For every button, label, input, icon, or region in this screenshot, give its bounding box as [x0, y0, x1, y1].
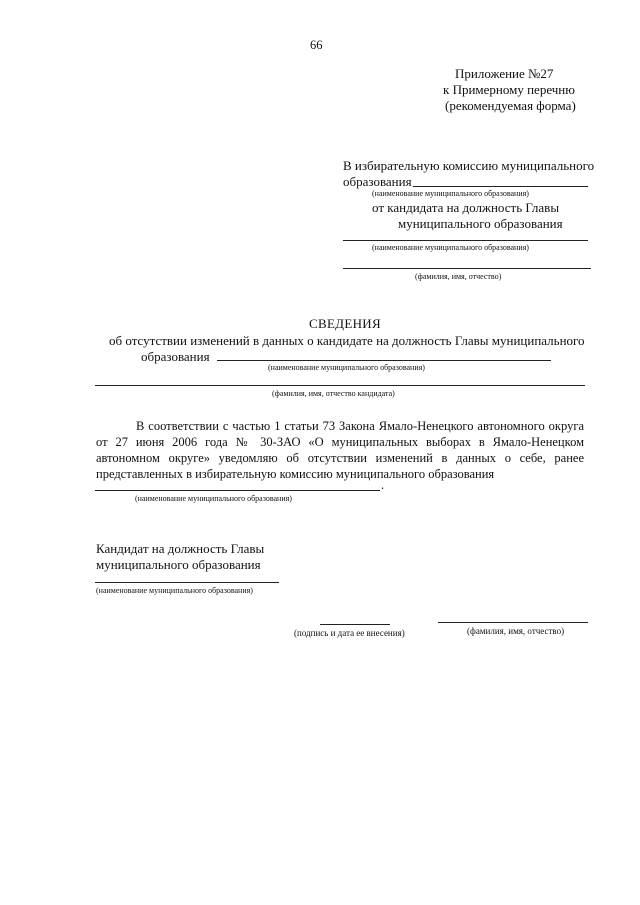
- appendix-line-1: Приложение №27: [455, 66, 554, 81]
- body-period: .: [381, 478, 385, 492]
- body-line-1: В соответствии с частью 1 статьи 73 Закона Ямало-Ненецкого автономного округа: [136, 419, 584, 433]
- title-caption-2: (фамилия, имя, отчество кандидата): [272, 389, 395, 398]
- signature-caption-name: (фамилия, имя, отчество): [467, 626, 565, 636]
- document-heading: СВЕДЕНИЯ: [309, 316, 381, 331]
- addressee-mo-field[interactable]: [413, 186, 588, 187]
- addressee-line-2: образования: [343, 174, 412, 189]
- signature-name-field[interactable]: [438, 622, 588, 623]
- addressee-caption-3: (фамилия, имя, отчество): [415, 272, 502, 281]
- addressee-line-4: муниципального образования: [398, 216, 563, 231]
- appendix-line-3: (рекомендуемая форма): [445, 98, 576, 113]
- body-line-4: представленных в избирательную комиссию муниципального образования: [96, 467, 495, 481]
- appendix-line-2: к Примерному перечню: [443, 82, 575, 97]
- body-mo-field[interactable]: [95, 490, 380, 491]
- title-line-1: об отсутствии изменений в данных о кандидате на должность Главы муниципального: [109, 333, 585, 348]
- signature-line-1: Кандидат на должность Главы: [96, 541, 265, 556]
- page-number: 66: [310, 38, 323, 52]
- signature-caption-mo: (наименование муниципального образования): [96, 586, 253, 595]
- candidate-name-field[interactable]: [95, 385, 585, 386]
- addressee-caption-2: (наименование муниципального образования): [372, 243, 529, 252]
- title-mo-field[interactable]: [217, 360, 551, 361]
- body-paragraph: [96, 418, 584, 482]
- body-caption: (наименование муниципального образования): [135, 494, 292, 503]
- title-caption-1: (наименование муниципального образования): [268, 363, 425, 372]
- addressee-name-field[interactable]: [343, 268, 591, 269]
- addressee-line-3: от кандидата на должность Главы: [372, 200, 560, 215]
- signature-line-2: муниципального образования: [96, 557, 261, 572]
- signature-sign-field[interactable]: [320, 624, 390, 625]
- body-line-3: автономном округе» уведомляю об отсутствии изменений в данных о себе, ранее: [96, 451, 584, 465]
- body-line-2: от 27 июня 2006 года № 30-ЗАО «О муниципальных выборах в Ямало-Ненецком: [96, 435, 584, 449]
- addressee-line-1: В избирательную комиссию муниципального: [343, 158, 595, 173]
- signature-mo-field[interactable]: [95, 582, 279, 583]
- addressee-caption-1: (наименование муниципального образования): [372, 189, 529, 198]
- title-line-2: образования: [141, 349, 210, 364]
- signature-caption-sign: (подпись и дата ее внесения): [294, 628, 405, 638]
- addressee-mo-field-2[interactable]: [343, 240, 588, 241]
